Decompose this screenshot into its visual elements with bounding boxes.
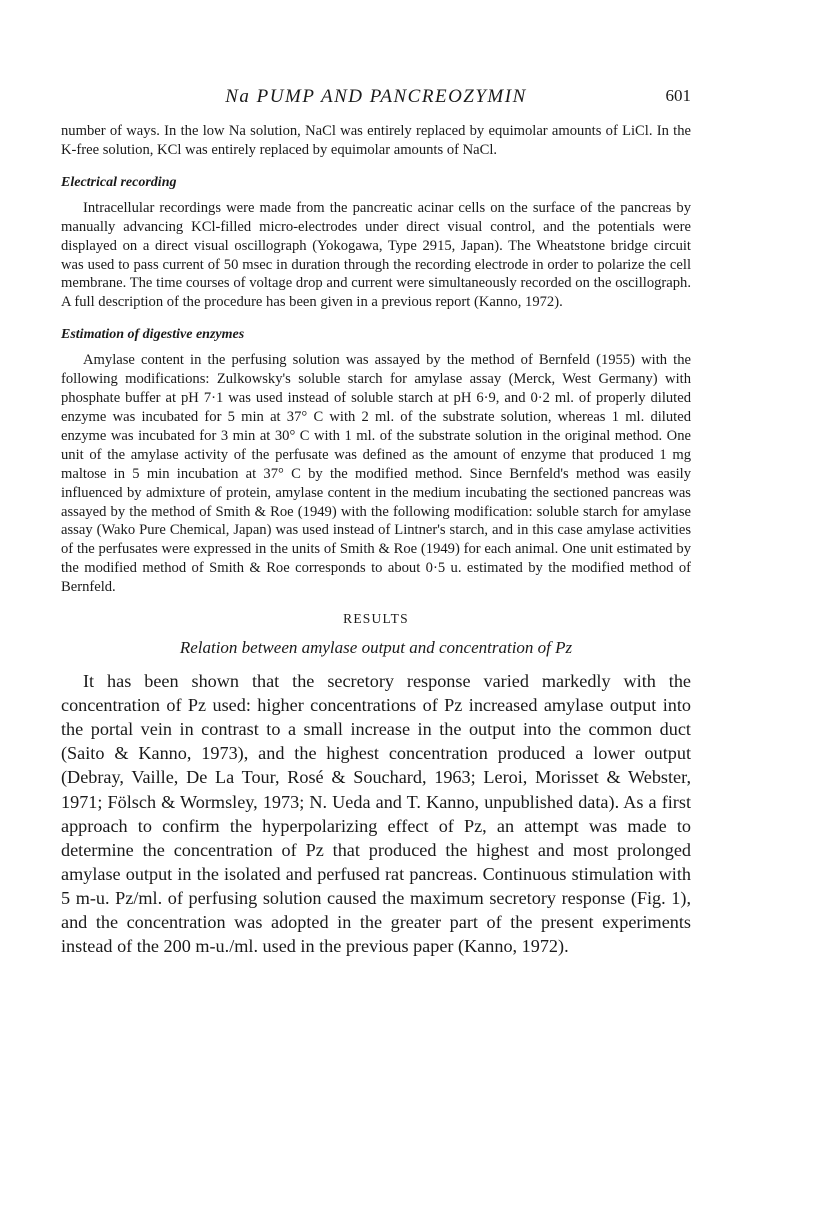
results-paragraph: It has been shown that the secretory response varied markedly with the concentration of Pz used: higher concentrations of Pz increased amylase output into the portal vein in contrast to a small increase in the output into the common duct (Saito & Kanno, 1973), and the highest concentration produced a lower output (Debray, Vaille, De La Tour, Rosé & Souchard, 1963; Leroi, Morisset & Webster, 1971; Fölsch & Wormsley, 1973; N. Ueda and T. Kanno, unpublished data). As a first approach to confirm the hyperpolarizing effect of Pz, an attempt was made to determine the concentration of Pz that produced the highest and most prolonged amylase output in the isolated and perfused rat pancreas. Continuous stimulation with 5 m-u. Pz/ml. of perfusing solution caused the maximum secretory response (Fig. 1), and the concentration was adopted in the greater part of the present experiments instead of the 200 m-u./ml. used in the previous paper (Kanno, 1972). (61, 671, 691, 957)
running-title: Na PUMP AND PANCREOZYMIN (225, 86, 527, 107)
running-head (61, 86, 691, 112)
section-heading-digestive-enzymes: Estimation of digestive enzymes (61, 327, 245, 343)
results-heading: RESULTS (343, 611, 409, 627)
section-heading-electrical-recording: Electrical recording (61, 174, 177, 190)
section-text-digestive-enzymes: Amylase content in the perfusing solution was assayed by the method of Bernfeld (1955) with the following modifications: Zulkowsky's soluble starch for amylase assay (Merck, West Germany) with phosphate buffer at pH 7·1 was used instead of soluble starch at pH 6·9, and 0·2 ml. of properly diluted enzyme was incubated for 5 min at 37° C with 2 ml. of the substrate solution, whereas 1 ml. diluted enzyme was incubated for 3 min at 30° C with 1 ml. of the substrate solution in the original method. One unit of the amylase activity of the perfusate was defined as the amount of enzyme that produced 1 mg maltose in 5 min incubation at 37° C by the modified method. Since Bernfeld's method was easily influenced by admixture of protein, amylase content in the medium incubating the sectioned pancreas was assayed by the method of Smith & Roe (1949) with the following modification: soluble starch for amylase assay (Wako Pure Chemical, Japan) was used instead of Lintner's starch, and in this case amylase activities of the perfusates were expressed in the units of Smith & Roe (1949) for each animal. One unit estimated by the modified method of Smith & Roe corresponds to about 0·5 u. estimated by the modified method of Bernfeld. (61, 352, 691, 596)
results-subheading: Relation between amylase output and concentration of Pz (179, 638, 573, 658)
section-text-electrical-recording: Intracellular recordings were made from the pancreatic acinar cells on the surface of the pancreas by manually advancing KCl-filled micro-electrodes under direct visual control, and the potentials were displayed on a direct visual oscillograph (Yokogawa, Type 2915, Japan). The Wheatstone bridge circuit was used to pass current of 50 msec in duration through the recording electrode in order to polarize the cell membrane. The time courses of voltage drop and current were simultaneously recorded on the oscillograph. A full description of the procedure has been given in a previous report (Kanno, 1972). (61, 199, 691, 311)
page-number: 601 (665, 86, 691, 105)
page-body (61, 122, 691, 958)
intro-paragraph: number of ways. In the low Na solution, NaCl was entirely replaced by equimolar amounts of LiCl. In the K-free solution, KCl was entirely replaced by equimolar amounts of NaCl. (61, 123, 691, 158)
